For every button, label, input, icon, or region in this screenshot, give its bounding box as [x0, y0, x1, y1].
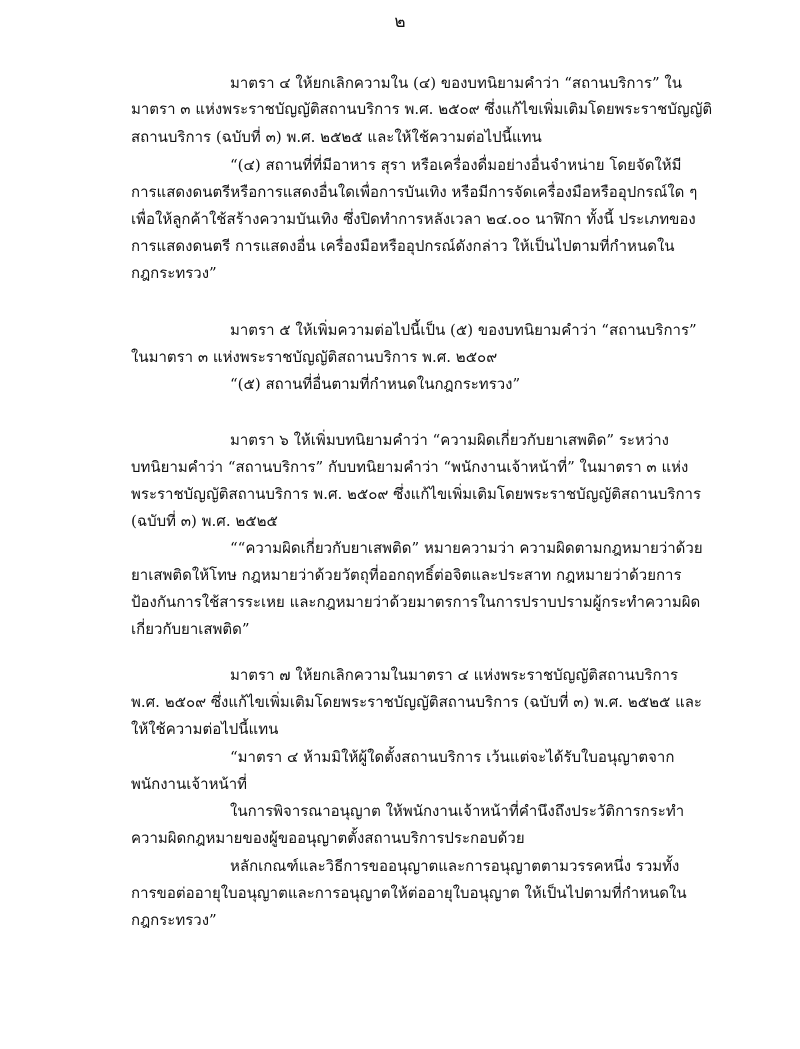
text-line: (ฉบับที่ ๓) พ.ศ. ๒๕๒๕ [131, 512, 278, 530]
text-line: พระราชบัญญัติสถานบริการ พ.ศ. ๒๕๐๙ ซึ่งแก้ไขเพิ่มเติมโดยพระราชบัญญัติสถานบริการ [131, 485, 702, 503]
text-line: ยาเสพติดให้โทษ กฎหมายว่าด้วยวัตถุที่ออกฤทธิ์ต่อจิตและประสาท กฎหมายว่าด้วยการ [131, 566, 682, 584]
text-line: การแสดงดนตรี การแสดงอื่น เครื่องมือหรืออุปกรณ์ดังกล่าว ให้เป็นไปตามที่กำหนดใน [131, 237, 675, 255]
text-line: มาตรา ๔ ให้ยกเลิกความใน (๔) ของบทนิยามคำว่า “สถานบริการ” ใน [230, 74, 682, 92]
text-line: สถานบริการ (ฉบับที่ ๓) พ.ศ. ๒๕๒๕ และให้ใช้ความต่อไปนี้แทน [131, 128, 542, 146]
text-line: มาตรา ๕ ให้เพิ่มความต่อไปนี้เป็น (๕) ของบทนิยามคำว่า “สถานบริการ” [230, 321, 697, 339]
text-line: หลักเกณฑ์และวิธีการขออนุญาตและการอนุญาตตามวรรคหนึ่ง รวมทั้ง [230, 857, 680, 875]
text-line: การแสดงดนตรีหรือการแสดงอื่นใดเพื่อการบันเทิง หรือมีการจัดเครื่องมือหรืออุปกรณ์ใด ๆ [131, 183, 698, 201]
text-line: ในมาตรา ๓ แห่งพระราชบัญญัติสถานบริการ พ.ศ. ๒๕๐๙ [131, 348, 498, 366]
text-line: มาตรา ๓ แห่งพระราชบัญญัติสถานบริการ พ.ศ. ๒๕๐๙ ซึ่งแก้ไขเพิ่มเติมโดยพระราชบัญญัติ [131, 100, 713, 118]
text-line: เกี่ยวกับยาเสพติด” [131, 620, 250, 638]
text-line: กฎกระทรวง” [131, 264, 217, 282]
text-line: กฎกระทรวง” [131, 911, 217, 929]
text-line: มาตรา ๖ ให้เพิ่มบทนิยามคำว่า “ความผิดเกี่ยวกับยาเสพติด” ระหว่าง [230, 431, 669, 449]
text-line: บทนิยามคำว่า “สถานบริการ” กับบทนิยามคำว่า “พนักงานเจ้าหน้าที่” ในมาตรา ๓ แห่ง [131, 458, 689, 476]
text-line: ความผิดกฎหมายของผู้ขออนุญาตตั้งสถานบริการประกอบด้วย [131, 829, 525, 847]
text-line: ให้ใช้ความต่อไปนี้แทน [131, 720, 279, 738]
text-line: พ.ศ. ๒๕๐๙ ซึ่งแก้ไขเพิ่มเติมโดยพระราชบัญญัติสถานบริการ (ฉบับที่ ๓) พ.ศ. ๒๕๒๕ และ [131, 693, 702, 711]
text-line: “(๔) สถานที่ที่มีอาหาร สุรา หรือเครื่องดื่มอย่างอื่นจำหน่าย โดยจัดให้มี [230, 156, 682, 174]
text-line: พนักงานเจ้าหน้าที่ [131, 775, 248, 793]
text-line: ““ความผิดเกี่ยวกับยาเสพติด” หมายความว่า ความผิดตามกฎหมายว่าด้วย [230, 539, 703, 557]
text-line: “(๕) สถานที่อื่นตามที่กำหนดในกฎกระทรวง” [230, 375, 521, 393]
text-line: มาตรา ๗ ให้ยกเลิกความในมาตรา ๔ แห่งพระราชบัญญัติสถานบริการ [230, 666, 679, 684]
text-line: “มาตรา ๔ ห้ามมิให้ผู้ใดตั้งสถานบริการ เว้นแต่จะได้รับใบอนุญาตจาก [230, 748, 675, 766]
text-line: ในการพิจารณาอนุญาต ให้พนักงานเจ้าหน้าที่คำนึงถึงประวัติการกระทำ [230, 802, 685, 820]
text-line: เพื่อให้ลูกค้าใช้สร้างความบันเทิง ซึ่งปิดทำการหลังเวลา ๒๔.๐๐ นาฬิกา ทั้งนี้ ประเภทของ [131, 210, 696, 228]
page-number: ๒ [394, 12, 406, 32]
text-line: ป้องกันการใช้สารระเหย และกฎหมายว่าด้วยมาตรการในการปราบปรามผู้กระทำความผิด [131, 593, 701, 611]
text-line: การขอต่ออายุใบอนุญาตและการอนุญาตให้ต่ออายุใบอนุญาต ให้เป็นไปตามที่กำหนดใน [131, 884, 687, 902]
